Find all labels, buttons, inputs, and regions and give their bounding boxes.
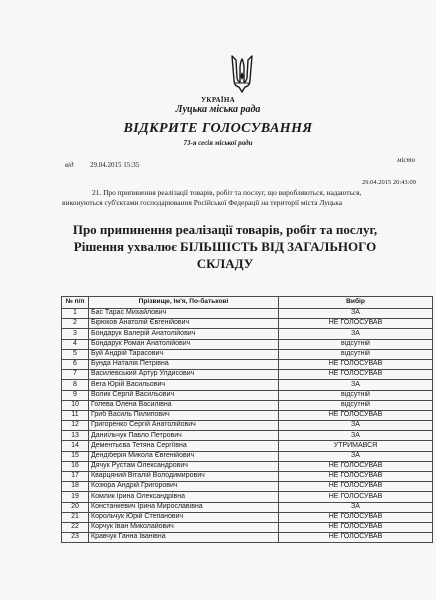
table-row [62, 349, 433, 359]
deputy-name: Констанкевич Ірина Мирославівна [89, 502, 279, 512]
table-row [62, 329, 433, 339]
column-header-name: Прізвище, Ім'я, По-батькові [89, 297, 279, 309]
table-row [62, 309, 433, 319]
row-number: 19 [62, 492, 89, 502]
row-number: 14 [62, 441, 89, 451]
vote-choice: НЕ ГОЛОСУВАВ [279, 410, 433, 420]
row-number: 10 [62, 400, 89, 410]
deputy-name: Козюра Андрій Григорович [89, 482, 279, 492]
vote-rows [62, 309, 433, 543]
table-row [62, 410, 433, 420]
table-row [62, 451, 433, 461]
table-row [62, 390, 433, 400]
table-row [62, 482, 433, 492]
row-number: 18 [62, 482, 89, 492]
vote-choice: ЗА [279, 451, 433, 461]
deputy-name: Кварцяний Віталій Володимирович [89, 472, 279, 482]
agenda-item-line-1: 21. Про припинення реалізації товарів, робіт та послуг, що виробляються, надаються, [92, 188, 362, 197]
row-number: 6 [62, 359, 89, 369]
deputy-name: Комлик Ірина Олександрівна [89, 492, 279, 502]
deputy-name: Вега Юрій Васильович [89, 380, 279, 390]
session-label: 73-я сесія міської ради [183, 139, 253, 147]
column-header-number: № п/п [62, 297, 89, 309]
deputy-name: Даниільчук Павло Петрович [89, 431, 279, 441]
deputy-name: Бас Тарас Михайлович [89, 309, 279, 319]
vote-choice: НЕ ГОЛОСУВАВ [279, 492, 433, 502]
table-row [62, 492, 433, 502]
vote-choice: ЗА [279, 329, 433, 339]
row-number: 22 [62, 522, 89, 532]
table-row [62, 502, 433, 512]
vote-choice: НЕ ГОЛОСУВАВ [279, 512, 433, 522]
vote-results-table [61, 296, 433, 543]
vote-choice: ЗА [279, 421, 433, 431]
row-number: 16 [62, 461, 89, 471]
row-number: 7 [62, 370, 89, 380]
vote-choice: відсутній [279, 349, 433, 359]
column-header-choice: Вибір [279, 297, 433, 309]
table-row [62, 319, 433, 329]
table-row [62, 522, 433, 532]
table-row [62, 512, 433, 522]
vote-choice: ЗА [279, 309, 433, 319]
deputy-name: Василевський Артур Улдисович [89, 370, 279, 380]
deputy-name: Григоренко Сергій Анатолійович [89, 421, 279, 431]
table-row [62, 359, 433, 369]
table-row [62, 533, 433, 543]
deputy-name: Бунда Наталія Петрівна [89, 359, 279, 369]
table-header-row [62, 297, 433, 309]
vote-choice: НЕ ГОЛОСУВАВ [279, 472, 433, 482]
deputy-name: Корольчук Юрій Степанович [89, 512, 279, 522]
deputy-name: Бондарук Валерій Анатолійович [89, 329, 279, 339]
decision-heading-line-1: Про припинення реалізації товарів, робіт та послуг, [72, 222, 378, 237]
table-row [62, 400, 433, 410]
decision-heading-line-3: СКЛАДУ [196, 256, 254, 271]
vote-choice: відсутній [279, 400, 433, 410]
deputy-name: Волик Сергій Васильович [89, 390, 279, 400]
vote-choice: ЗА [279, 431, 433, 441]
decision-heading [40, 221, 410, 272]
vote-choice: НЕ ГОЛОСУВАВ [279, 461, 433, 471]
row-number: 17 [62, 472, 89, 482]
deputy-name: Дячук Рустам Олександрович [89, 461, 279, 471]
deputy-name: Буй Андрій Тарасович [89, 349, 279, 359]
print-timestamp: 29.04.2015 20:43:09 [362, 179, 416, 186]
row-number: 20 [62, 502, 89, 512]
deputy-name: Бірюков Анатолій Євгенійович [89, 319, 279, 329]
row-number: 12 [62, 421, 89, 431]
deputy-name: Дендіберія Микола Євгенійович [89, 451, 279, 461]
trident-emblem-icon [229, 54, 255, 94]
row-number: 3 [62, 329, 89, 339]
deputy-name: Бондарук Роман Анатолійович [89, 339, 279, 349]
council-name: Луцька міська рада [175, 104, 261, 115]
vote-choice: НЕ ГОЛОСУВАВ [279, 482, 433, 492]
deputy-name: Гриб Василь Пилипович [89, 410, 279, 420]
deputy-name: Голева Олена Василівна [89, 400, 279, 410]
date-value: 29.04.2015 15:35 [90, 161, 140, 169]
vote-choice: НЕ ГОЛОСУВАВ [279, 533, 433, 543]
row-number: 21 [62, 512, 89, 522]
country-name: УКРАЇНА [201, 96, 235, 104]
vote-choice: НЕ ГОЛОСУВАВ [279, 359, 433, 369]
deputy-name: Корчук Іван Миколайович [89, 522, 279, 532]
row-number: 11 [62, 410, 89, 420]
decision-heading-line-2: Рішення ухвалює БІЛЬШІСТЬ ВІД ЗАГАЛЬНОГО [73, 239, 377, 254]
vote-choice: НЕ ГОЛОСУВАВ [279, 370, 433, 380]
table-row [62, 421, 433, 431]
table-row [62, 461, 433, 471]
vote-choice: НЕ ГОЛОСУВАВ [279, 522, 433, 532]
row-number: 13 [62, 431, 89, 441]
vote-choice: НЕ ГОЛОСУВАВ [279, 319, 433, 329]
date-label: від [65, 161, 74, 169]
deputy-name: Кравчук Ганна Іванівна [89, 533, 279, 543]
vote-choice: відсутній [279, 390, 433, 400]
row-number: 4 [62, 339, 89, 349]
row-number: 5 [62, 349, 89, 359]
agenda-item-line-2: виконуються суб'єктами господарювання Російської Федерації на території міста Луцька [62, 198, 342, 207]
vote-choice: ЗА [279, 502, 433, 512]
row-number: 1 [62, 309, 89, 319]
vote-title: ВІДКРИТЕ ГОЛОСУВАННЯ [123, 121, 313, 136]
row-number: 2 [62, 319, 89, 329]
vote-choice: відсутній [279, 339, 433, 349]
row-number: 8 [62, 380, 89, 390]
table-row [62, 339, 433, 349]
city-label: місто [397, 156, 416, 164]
vote-choice: УТРИМАВСЯ [279, 441, 433, 451]
table-row [62, 472, 433, 482]
table-row [62, 370, 433, 380]
table-row [62, 380, 433, 390]
table-row [62, 431, 433, 441]
table-row [62, 441, 433, 451]
vote-choice: ЗА [279, 380, 433, 390]
row-number: 15 [62, 451, 89, 461]
row-number: 9 [62, 390, 89, 400]
row-number: 23 [62, 533, 89, 543]
deputy-name: Дементьєва Тетяна Сергіївна [89, 441, 279, 451]
